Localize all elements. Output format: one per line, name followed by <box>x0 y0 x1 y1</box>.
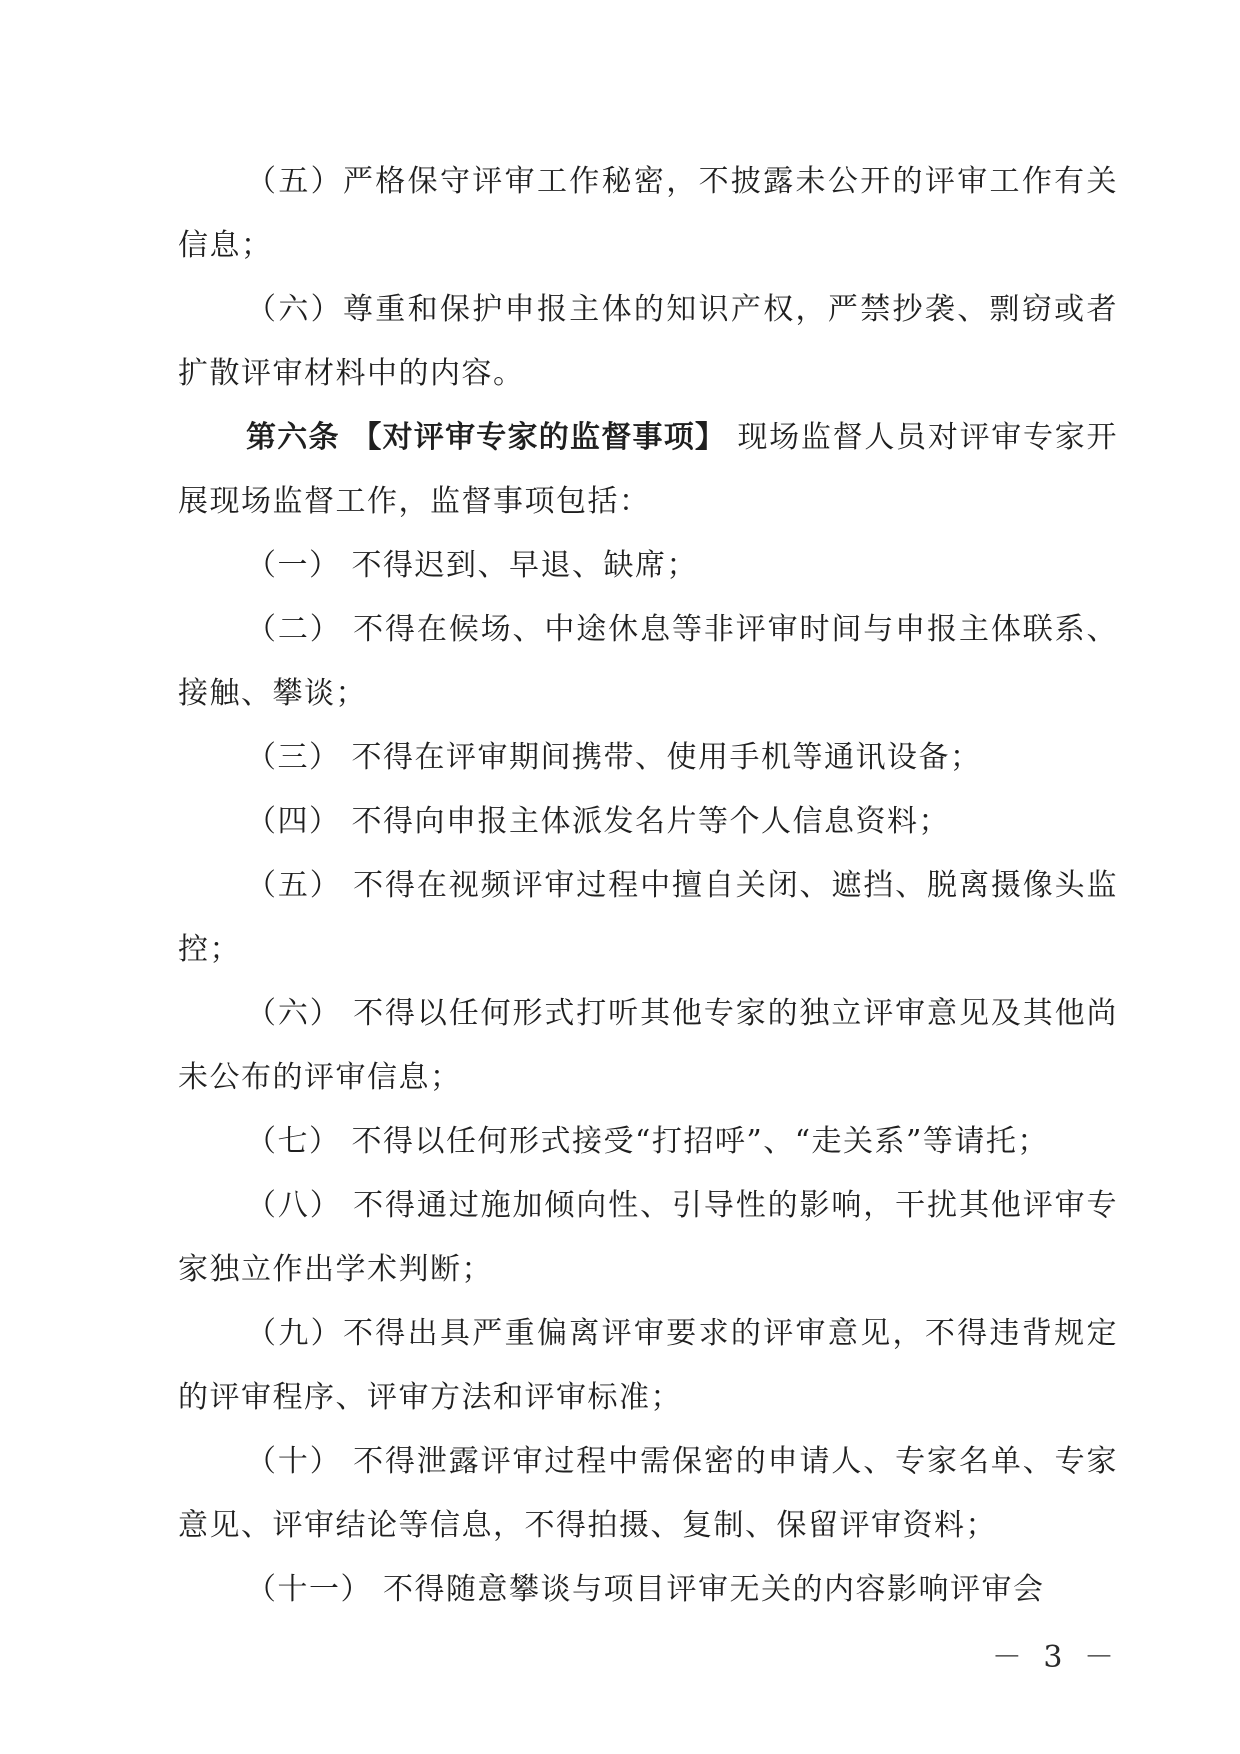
paragraph-text: （四） 不得向申报主体派发名片等个人信息资料； <box>246 804 951 839</box>
item-10 <box>178 1430 1118 1558</box>
paragraph-text: （九）不得出具严重偏离评审要求的评审意见，不得违背规定的评审程序、评审方法和评审标准； <box>178 1316 1118 1415</box>
paragraph-text: （五）严格保守评审工作秘密，不披露未公开的评审工作有关信息； <box>178 164 1118 263</box>
paragraph-text: （十一） 不得随意攀谈与项目评审无关的内容影响评审会 <box>246 1572 1045 1607</box>
paragraph-text: （二） 不得在候场、中途休息等非评审时间与申报主体联系、接触、攀谈； <box>178 612 1118 711</box>
item-1 <box>178 534 1118 598</box>
paragraph-text: （十） 不得泄露评审过程中需保密的申请人、专家名单、专家意见、评审结论等信息，不得拍摄、复制、保留评审资料； <box>178 1444 1118 1543</box>
article-6-paragraph <box>178 406 1118 534</box>
document-body <box>178 150 1118 1622</box>
item-2 <box>178 598 1118 726</box>
item-7 <box>178 1110 1118 1174</box>
item-3 <box>178 726 1118 790</box>
paragraph-text: （三） 不得在评审期间携带、使用手机等通讯设备； <box>246 740 982 775</box>
item-8 <box>178 1174 1118 1302</box>
item-6 <box>178 982 1118 1110</box>
paragraph-text: （五） 不得在视频评审过程中擅自关闭、遮挡、脱离摄像头监控； <box>178 868 1118 967</box>
paragraph-text: （六）尊重和保护申报主体的知识产权，严禁抄袭、剽窃或者扩散评审材料中的内容。 <box>178 292 1118 391</box>
page-number: － 3 － <box>991 1640 1120 1675</box>
item-4 <box>178 790 1118 854</box>
paragraph-5-confidentiality <box>178 150 1118 278</box>
paragraph-text: （六） 不得以任何形式打听其他专家的独立评审意见及其他尚未公布的评审信息； <box>178 996 1118 1095</box>
paragraph-text: （七） 不得以任何形式接受“打招呼”、“走关系”等请托； <box>246 1124 1049 1159</box>
article-heading: 第六条 【对评审专家的监督事项】 <box>246 420 727 455</box>
item-11 <box>178 1558 1118 1622</box>
item-9 <box>178 1302 1118 1430</box>
paragraph-text: 现场监督人员对评审专家开展现场监督工作，监督事项包括： <box>178 420 1118 519</box>
paragraph-text: （八） 不得通过施加倾向性、引导性的影响，干扰其他评审专家独立作出学术判断； <box>178 1188 1118 1287</box>
item-5 <box>178 854 1118 982</box>
paragraph-text: （一） 不得迟到、早退、缺席； <box>246 548 699 583</box>
paragraph-6-intellectual-property <box>178 278 1118 406</box>
